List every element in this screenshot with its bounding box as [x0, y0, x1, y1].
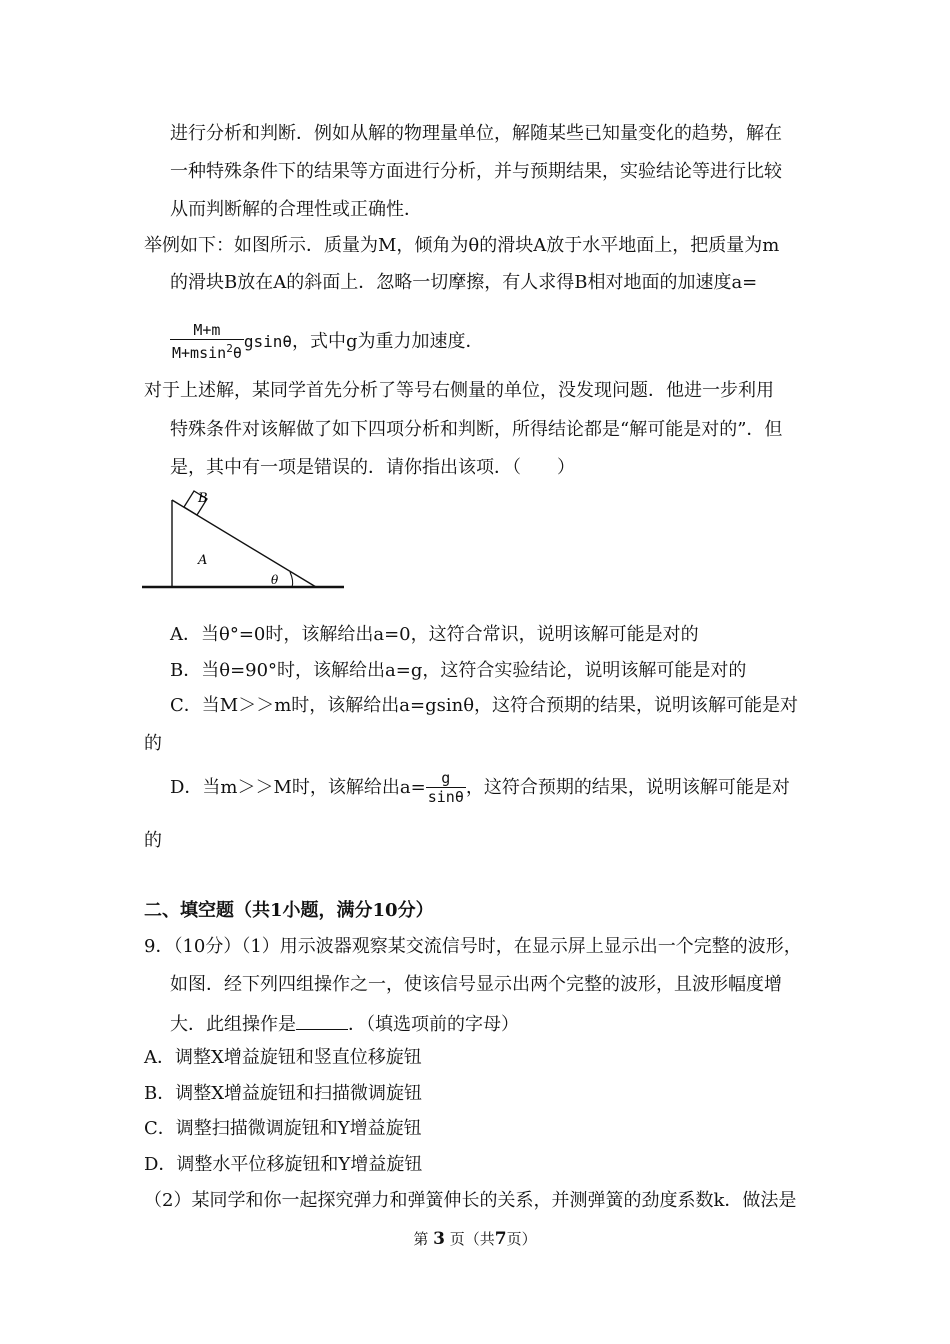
option-8b: B．当θ=90°时，该解给出a=g，这符合实验结论，说明该解可能是对的: [170, 660, 747, 681]
q9-part-2: （2）某同学和你一起探究弹力和弹簧伸长的关系，并测弹簧的劲度系数k．做法是: [144, 1190, 797, 1211]
example-line-2: 的滑块B放在A的斜面上．忽略一切摩擦，有人求得B相对地面的加速度a=: [170, 272, 758, 293]
q9-option-d: D．调整水平位移旋钮和Y增益旋钮: [144, 1154, 423, 1175]
formula-line: [170, 322, 484, 362]
option-d-fraction: [426, 770, 466, 806]
intro-line-1: 进行分析和判断．例如从解的物理量单位，解随某些已知量变化的趋势，解在: [170, 123, 782, 144]
current-page-number: 3: [433, 1229, 445, 1249]
q9-line-3: 大．此组操作是 ．（填选项前的字母）: [170, 1011, 519, 1037]
section-heading: 二、填空题（共1小题，满分10分）: [144, 900, 434, 921]
fraction-denominator: M+msin$^2$θ: [172, 342, 242, 363]
option-8a: A．当θ°=0时，该解给出a=0，这符合常识，说明该解可能是对的: [170, 624, 699, 645]
analysis-line-1: 对于上述解，某同学首先分析了等号右侧量的单位，没发现问题．他进一步利用: [144, 380, 774, 401]
q9-line-1: 9．（10分）（1）用示波器观察某交流信号时，在显示屏上显示出一个完整的波形，: [144, 936, 802, 957]
q9-option-a: A．调整X增益旋钮和竖直位移旋钮: [144, 1047, 422, 1068]
formula-note: ，式中g为重力加速度．: [292, 331, 484, 353]
q9-option-b: B．调整X增益旋钮和扫描微调旋钮: [144, 1083, 423, 1104]
acceleration-fraction: [170, 322, 244, 362]
analysis-line-3: 是，其中有一项是错误的．请你指出该项．（ ）: [170, 457, 575, 478]
option-d-numerator: g: [441, 768, 451, 787]
intro-line-2: 一种特殊条件下的结果等方面进行分析，并与预期结果，实验结论等进行比较: [170, 161, 782, 182]
incline-figure: [138, 484, 348, 594]
option-8d: D．当m＞＞M时，该解给出a= $\frac{g}{\sin\theta}$ ，这符合预期的结果，说明该解可能是对: [170, 768, 790, 807]
example-line-1: 举例如下：如图所示．质量为M，倾角为θ的滑块A放于水平地面上，把质量为m: [144, 235, 780, 256]
total-pages: 7: [494, 1229, 507, 1249]
angle-label: θ: [271, 573, 279, 587]
page-footer: 第 3 页（共7页）: [413, 1229, 537, 1249]
fraction-numerator: M+m: [193, 321, 221, 339]
intro-line-3: 从而判断解的合理性或正确性．: [170, 199, 422, 220]
option-d-denominator: sinθ: [427, 788, 464, 807]
option-8c-continued: 的: [144, 733, 162, 754]
q9-line-2: 如图．经下列四组操作之一，使该信号显示出两个完整的波形，且波形幅度增: [170, 974, 782, 995]
option-8d-continued: 的: [144, 830, 162, 851]
option-8c: C．当M＞＞m时，该解给出a=gsinθ，这符合预期的结果，说明该解可能是对: [170, 695, 799, 716]
angle-arc: [290, 572, 293, 587]
q9-option-c: C．调整扫描微调旋钮和Y增益旋钮: [144, 1118, 422, 1139]
wedge-a-label: A: [198, 553, 208, 568]
analysis-line-2: 特殊条件对该解做了如下四项分析和判断，所得结论都是“解可能是对的”．但: [170, 419, 783, 440]
block-b-label: B: [198, 491, 208, 506]
answer-blank[interactable]: [296, 1011, 348, 1030]
formula-tail: gsinθ: [243, 332, 293, 352]
